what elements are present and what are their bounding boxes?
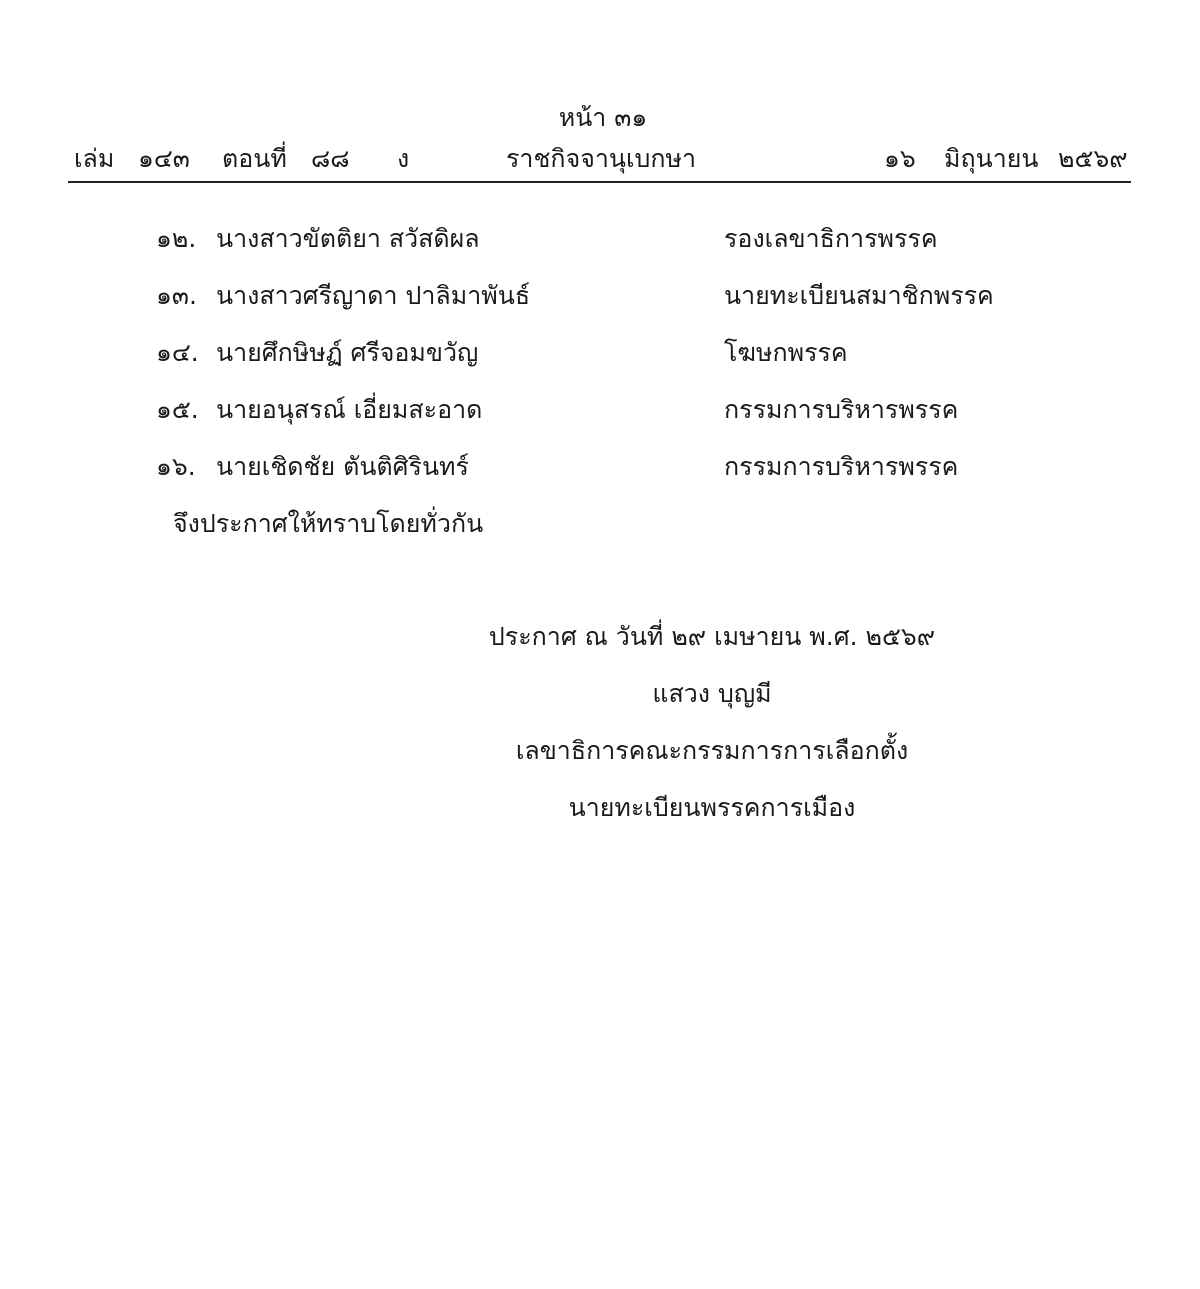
section-number: ๘๘ bbox=[311, 144, 350, 173]
member-position: นายทะเบียนสมาชิกพรรค bbox=[724, 281, 994, 310]
member-position: กรรมการบริหารพรรค bbox=[724, 452, 959, 481]
member-position: โฆษกพรรค bbox=[724, 338, 848, 367]
closing-statement: จึงประกาศให้ทราบโดยทั่วกัน bbox=[173, 509, 484, 538]
member-number: ๑๔. bbox=[156, 338, 199, 367]
date-day: ๑๖ bbox=[884, 144, 916, 173]
section-type: ง bbox=[397, 144, 410, 173]
date-month: มิถุนายน bbox=[944, 144, 1039, 173]
member-position: รองเลขาธิการพรรค bbox=[724, 224, 938, 253]
announce-date: ประกาศ ณ วันที่ ๒๙ เมษายน พ.ศ. ๒๕๖๙ bbox=[488, 622, 936, 651]
signer-role: นายทะเบียนพรรคการเมือง bbox=[568, 793, 856, 822]
member-name: นายศึกษิษฏ์ ศรีจอมขวัญ bbox=[216, 338, 479, 367]
member-name: นายอนุสรณ์ เอี่ยมสะอาด bbox=[216, 395, 483, 424]
section-label: ตอนที่ bbox=[222, 144, 287, 173]
member-number: ๑๓. bbox=[156, 281, 197, 310]
signer-title: เลขาธิการคณะกรรมการการเลือกตั้ง bbox=[515, 736, 909, 765]
date-year: ๒๕๖๙ bbox=[1058, 144, 1128, 173]
member-name: นายเชิดชัย ตันติศิรินทร์ bbox=[216, 452, 469, 481]
member-number: ๑๒. bbox=[156, 224, 197, 253]
signer-name: แสวง บุญมี bbox=[652, 679, 772, 708]
member-number: ๑๖. bbox=[156, 452, 196, 481]
volume-number: ๑๔๓ bbox=[138, 144, 190, 173]
member-position: กรรมการบริหารพรรค bbox=[724, 395, 959, 424]
volume-label: เล่ม bbox=[74, 144, 115, 173]
member-name: นางสาวขัตติยา สวัสดิผล bbox=[216, 224, 480, 253]
page-number: หน้า ๓๑ bbox=[558, 103, 648, 132]
header-divider bbox=[68, 181, 1131, 183]
member-name: นางสาวศรีญาดา ปาลิมาพันธ์ bbox=[216, 281, 531, 310]
member-number: ๑๕. bbox=[156, 395, 199, 424]
gazette-title: ราชกิจจานุเบกษา bbox=[506, 144, 697, 173]
